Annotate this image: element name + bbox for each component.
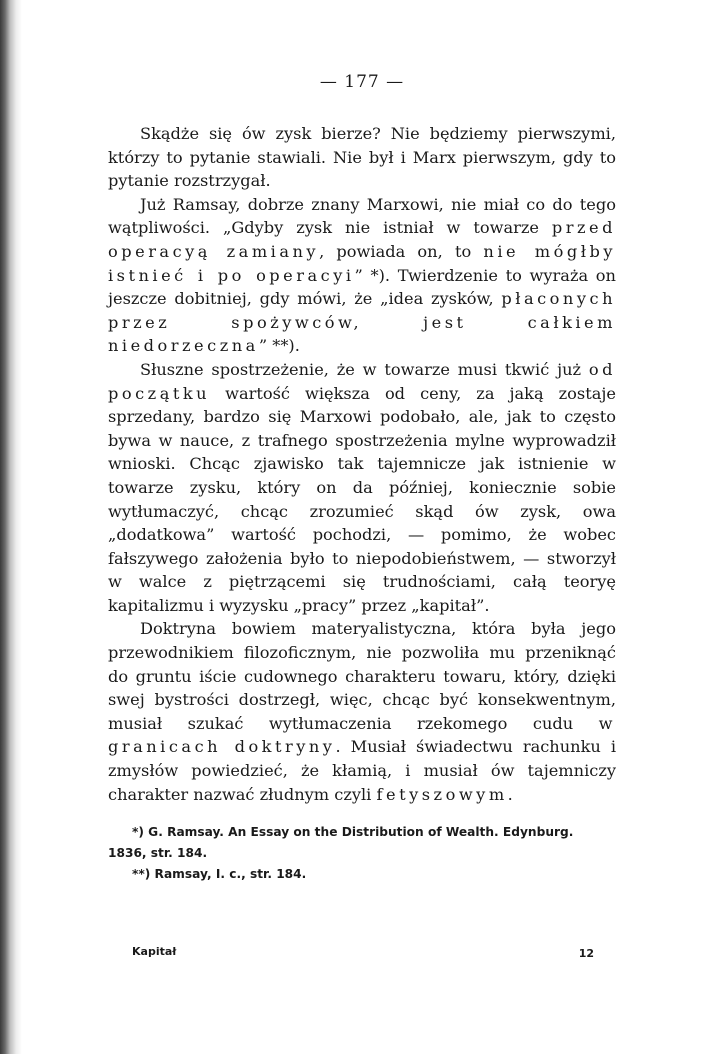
spaced-emphasis: nie mógłby istnieć i po operacyi [108, 241, 617, 285]
footnotes [108, 822, 616, 885]
paragraph-2: Już Ramsay, dobrze znany Marxowi, nie miał co do tego wątpliwości. „Gdyby zysk nie istniał w towarze przed operacyą zamiany, powiada on, to nie mógłby istnieć i po operacyi” *). Twierdzenie to wyraża on jeszcze dobitniej, gdy mówi, że „idea zysków, płaconych przez spożywców, jest całkiem niedorzeczna” **). [108, 194, 617, 356]
spaced-emphasis: przed operacyą zamiany [108, 218, 616, 261]
page-footer [132, 945, 594, 958]
page-number-header: — 177 — [319, 72, 405, 92]
spaced-emphasis: płaconych przez spożywców, jest całkiem niedorzeczna [108, 289, 616, 356]
page-edge-shadow [0, 0, 22, 1054]
spaced-emphasis: fetyszowym [376, 784, 508, 804]
footnote-1: *) G. Ramsay. An Essay on the Distribution of Wealth. Edynburg. 1836, str. 184. [108, 825, 574, 861]
paragraph-4: Doktryna bowiem materyalistyczna, która była jego przewodnikiem filozoficznym, nie pozwoliła mu przeniknąć do gruntu iście cudownego charakteru towaru, który, dzięki swej bystrości dostrzegł, więc, chcąc być konsekwentnym, musiał szukać wytłumaczenia rzekomego cudu w granicach doktryny. Musiał świadectwu rachunku i zmysłów powiedzieć, że kłamią, i musiał ów tajemniczy charakter nazwać złudnym czyli fetyszowym. [108, 619, 616, 804]
footer-signature-title: Kapitał [132, 945, 177, 958]
paragraph-1: Skądże się ów zysk bierze? Nie będziemy pierwszymi, którzy to pytanie stawiali. Nie był i Marx pierwszym, gdy to pytanie rozstrzygał. [108, 124, 616, 191]
paragraph-3: Słuszne spostrzeżenie, że w towarze musi tkwić już od początku wartość większa od ceny, za jaką zostaje sprzedany, bardzo się Marxowi podobało, ale, jak to często bywa w nauce, z trafnego spostrzeżenia mylne wyprowadził wnioski. Chcąc zjawisko tak tajemnicze jak istnienie w towarze zysku, który on da później, koniecznie sobie wytłumaczyć, chcąc zrozumieć skąd ów zysk, owa „dodatkowa” wartość pochodzi, — pomimo, że wobec fałszywego założenia było to niepodobieństwem, — stworzył w walce z piętrzącemi się trudnościami, całą teoryę kapitalizmu i wyzysku „pracy” przez „kapitał”. [108, 359, 616, 615]
spaced-emphasis: w granicach doktryny [108, 713, 616, 757]
footnote-2: **) Ramsay, I. c., str. 184. [132, 867, 307, 882]
book-page [108, 72, 616, 885]
footer-signature-number: 12 [578, 947, 594, 960]
spaced-emphasis: od początku [108, 359, 616, 403]
body-text [108, 122, 616, 806]
